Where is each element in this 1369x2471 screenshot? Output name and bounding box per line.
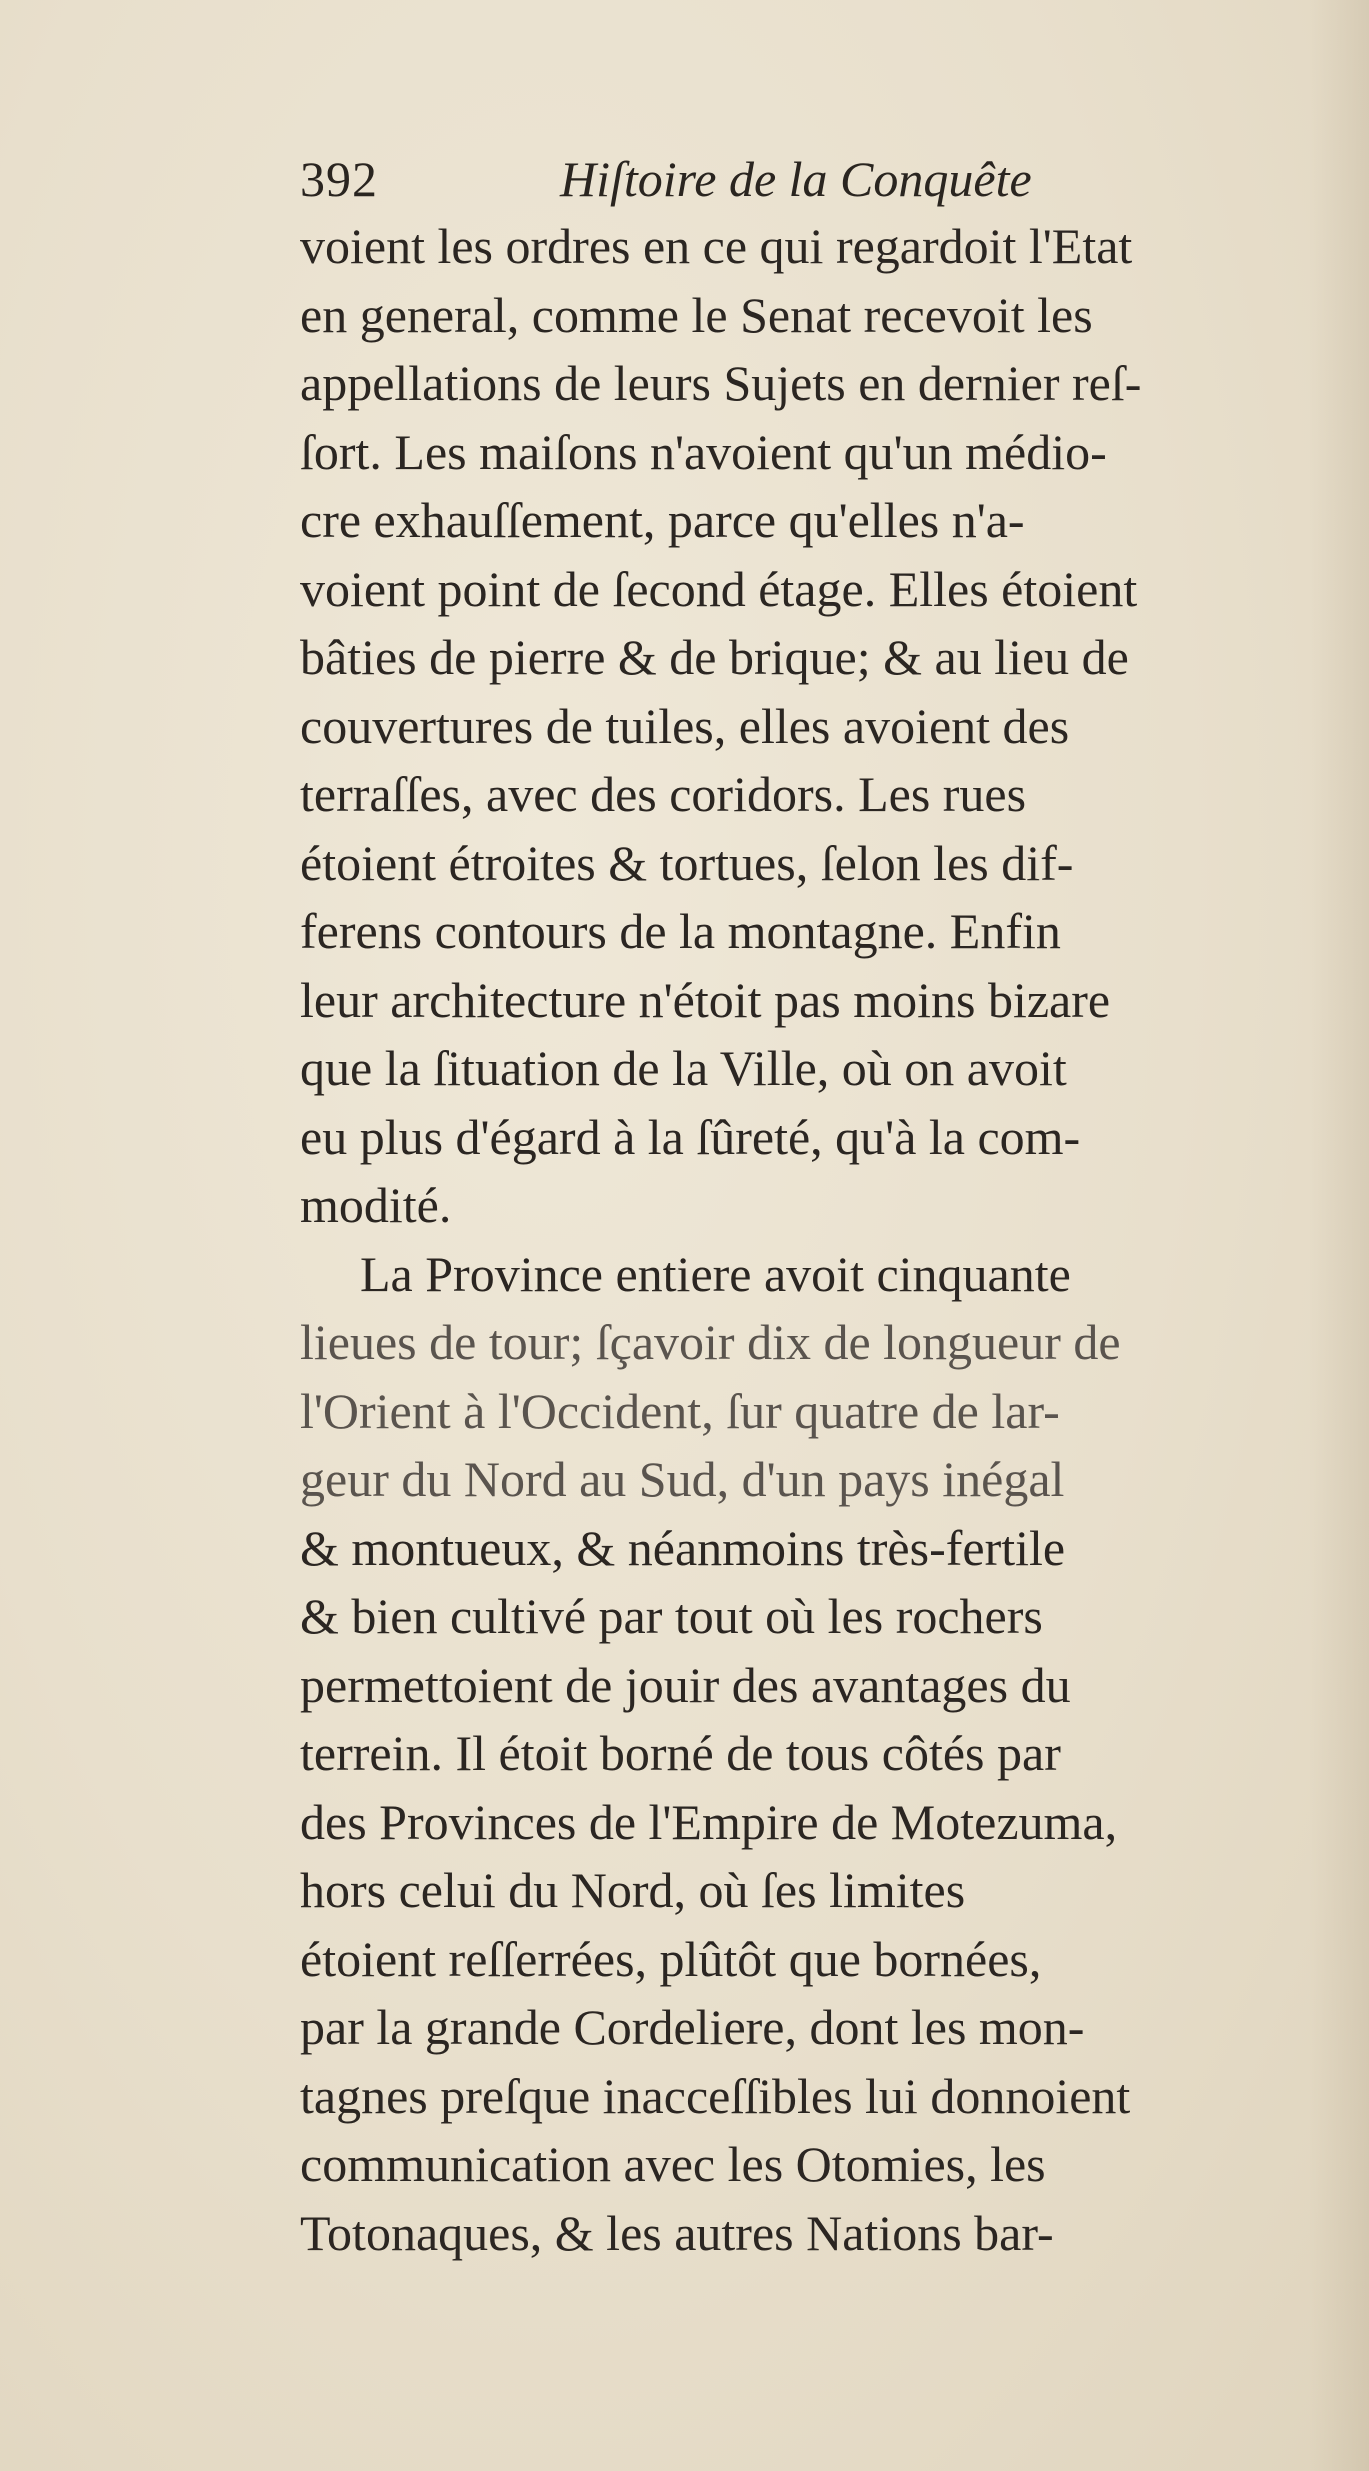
text-line: geur du Nord au Sud, d'un pays inégal	[300, 1451, 1065, 1507]
text-line: ſort. Les maiſons n'avoient qu'un médio-	[300, 423, 1107, 480]
text-line: des Provinces de l'Empire de Motezuma,	[300, 1793, 1118, 1850]
text-line: & bien cultivé par tout où les rochers	[300, 1588, 1043, 1644]
body-text	[300, 212, 1340, 2267]
text-line: & montueux, & néanmoins très-fertile	[300, 1519, 1066, 1576]
text-line: par la grande Cordeliere, dont les mon-	[300, 1999, 1085, 2055]
text-line: leur architecture n'étoit pas moins bizare	[300, 971, 1111, 1028]
text-line: l'Orient à l'Occident, ſur quatre de lar-	[300, 1382, 1060, 1439]
text-line: permettoient de jouir des avantages du	[300, 1656, 1071, 1713]
text-line: étoient reſſerrées, plûtôt que bornées,	[300, 1930, 1042, 1987]
page-header	[300, 150, 1300, 220]
paragraph-first-line: La Province entiere avoit cinquante	[360, 1245, 1071, 1302]
text-line: modité.	[300, 1177, 452, 1233]
text-line: voient les ordres en ce qui regardoit l'Etat	[300, 218, 1133, 274]
text-line: cre exhauſſement, parce qu'elles n'a-	[300, 492, 1025, 548]
text-line: hors celui du Nord, où ſes limites	[300, 1862, 966, 1918]
text-line: bâties de pierre & de brique; & au lieu de	[300, 629, 1129, 685]
text-line: lieues de tour; ſçavoir dix de longueur de	[300, 1314, 1121, 1370]
text-line: ferens contours de la montagne. Enfin	[300, 903, 1061, 959]
text-line: étoient étroites & tortues, ſelon les dif-	[300, 834, 1074, 891]
text-line: appellations de leurs Sujets en dernier reſ-	[300, 355, 1142, 411]
text-line: tagnes preſque inacceſſibles lui donnoient	[300, 2067, 1131, 2124]
text-line: Totonaques, & les autres Nations bar-	[300, 2204, 1054, 2261]
text-line: terrein. Il étoit borné de tous côtés par	[300, 1725, 1061, 1781]
text-line: communication avec les Otomies, les	[300, 2136, 1046, 2192]
running-title: Hiſtoire de la Conquête	[560, 151, 1032, 207]
page-number: 392	[300, 151, 378, 207]
text-line: que la ſituation de la Ville, où on avoit	[300, 1040, 1067, 1096]
text-line: en general, comme le Senat recevoit les	[300, 286, 1093, 343]
text-line: eu plus d'égard à la ſûreté, qu'à la com-	[300, 1108, 1081, 1165]
text-line: terraſſes, avec des coridors. Les rues	[300, 766, 1027, 822]
text-line: voient point de ſecond étage. Elles étoient	[300, 560, 1138, 617]
text-line: couvertures de tuiles, elles avoient des	[300, 697, 1070, 754]
